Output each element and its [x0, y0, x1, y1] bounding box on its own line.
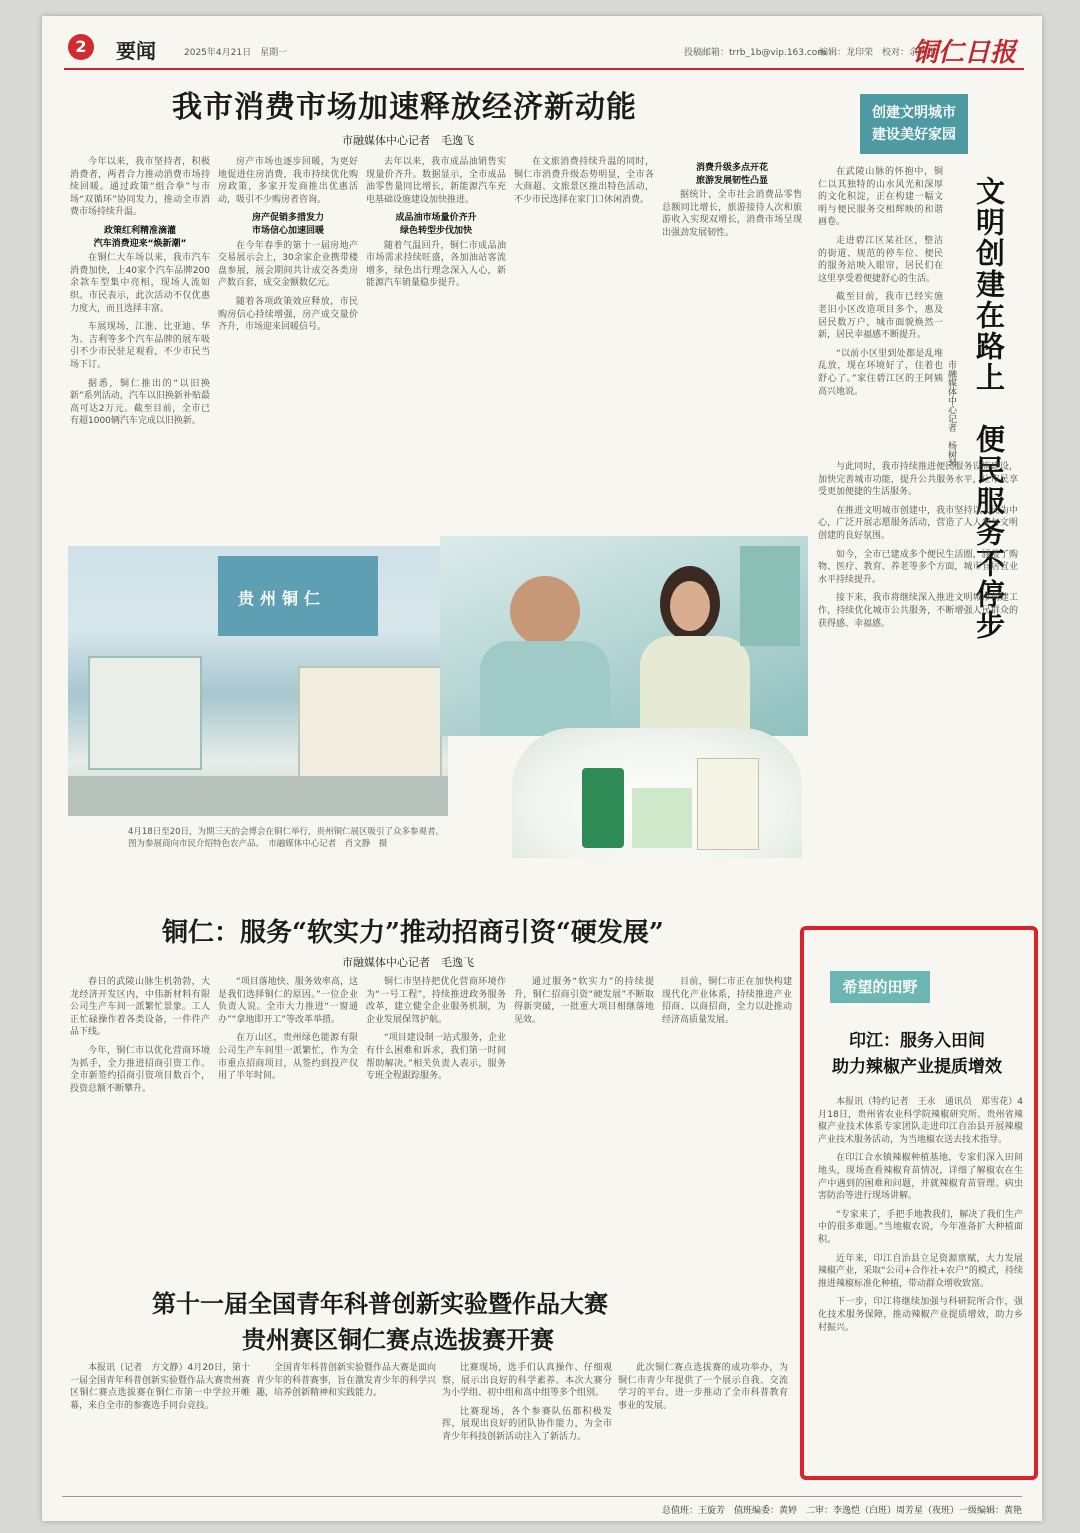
sidebar-head: 创建文明城市 建设美好家园 [860, 94, 968, 154]
tea-products-photo [512, 728, 802, 858]
feature-title [812, 1028, 1022, 1080]
vendor-conversation-photo [440, 536, 808, 736]
article1-col5: 消费升级多点开花 旅游发展韧性凸显 据统计，全市社会消费品零售总额同比增长，旅游接待人次和旅游收入实现双增长，消费市场呈现出强劲发展韧性。 [662, 163, 802, 238]
article3-col1: 本报讯（记者 方文静）4月20日，第十一届全国青年科普创新实验暨作品大赛贵州赛区铜仁赛点选拔赛在铜仁市第一中学拉开帷幕，来自全市的参赛选手同台竞技。 [70, 1363, 250, 1411]
article2-col2: “项目落地快、服务效率高，这是我们选择铜仁的原因。”一位企业负责人说。全市大力推进“一窗通办”“拿地即开工”等改革举措。 在万山区，贵州绿色能源有限公司生产车间里一派繁忙，作为全市重点招商项目，从签约到投产仅用了半年时间。 [218, 977, 358, 1082]
article2-col3: 铜仁市坚持把优化营商环境作为“一号工程”，持续推进政务服务改革，建立健全企业服务机制，为企业发展保驾护航。 “项目建设制一站式服务，企业有什么困难和诉求，我们第一时间帮助解决。”相关负责人表示，服务专班全程跟踪服务。 [366, 977, 506, 1082]
gift-box [697, 758, 759, 850]
section-name: 要闻 [116, 39, 156, 63]
article2-col5: 目前，铜仁市正在加快构建现代化产业体系，持续推进产业招商、以商招商，全力以赴推动经济高质量发展。 [662, 977, 792, 1025]
sidebar-vertical-title: 文明创建在路上 便民服务不停步 [972, 176, 1006, 641]
paper-logo: 铜仁日报 [911, 38, 1016, 68]
booth-counter-right [298, 666, 442, 790]
booth-counter-left [88, 656, 202, 770]
feature-title-line2: 助力辣椒产业提质增效 [832, 1057, 1002, 1077]
article3-col2: 全国青年科普创新实验暨作品大赛是面向青少年的科普赛事，旨在激发青少年的科学兴趣，培养创新精神和实践能力。 [256, 1363, 436, 1399]
sidebar-byline: 市融媒体中心记者 杨树琴 [946, 360, 956, 468]
tea-cup [582, 768, 624, 848]
product-shelf [740, 546, 800, 646]
sidebar-col-bottom: 与此同时，我市持续推进便民服务设施建设，加快完善城市功能，提升公共服务水平，让市民享受更加便捷的生活服务。 在推进文明城市创建中，我市坚持以人民为中心，广泛开展志愿服务活动，营造了人人参与文明创建的良好氛围。 如今，全市已建成多个便民生活圈，涵盖了购物、医疗、教育、养老等多个方面，城市宜居宜业水平持续提升。 接下来，我市将继续深入推进文明城市创建工作，持续优化城市公共服务，不断增强人民群众的获得感、幸福感。 [818, 462, 1018, 629]
article1-title: 我市消费市场加速释放经济新动能 [172, 90, 637, 125]
tea-box [632, 788, 692, 848]
feature-body: 本报讯（特约记者 王永 通讯员 郑雪花）4月18日，贵州省农业科学院辣椒研究所、贵州省辣椒产业技术体系专家团队走进印江自治县开展辣椒产业技术服务活动，为当地椒农送去技术指导。 在印江合水镇辣椒种植基地，专家们深入田间地头，现场查看辣椒育苗情况，详细了解椒农在生产中遇到的困难和问题，并就辣椒育苗管理、病虫害防治等进行现场讲解。 “专家来了，手把手地教我们，解决了我们生产中的很多难题。”当地椒农说，今年准备扩大种植面积。 近年来，印江自治县立足资源禀赋，大力发展辣椒产业，采取“公司+合作社+农户”的模式，持续推进辣椒标准化种植，带动群众增收致富。 下一步，印江将继续加强与科研院所合作，强化技术服务保障，推动辣椒产业提质增效，助力乡村振兴。 [818, 1097, 1023, 1333]
photo-caption: 4月18日至20日，为期三天的会博会在铜仁举行，贵州铜仁展区吸引了众多参观者。图为参展商向市民介绍特色农产品。 市融媒体中心记者 肖文静 摄 [128, 827, 445, 849]
article3-col4: 此次铜仁赛点选拔赛的成功举办，为铜仁市青少年提供了一个展示自我、交流学习的平台，进一步推动了全市科普教育事业的发展。 [618, 1363, 788, 1411]
page-footer: 总值班：王旋芳 值班编委：黄婷 二审：李逸恺（白班）周芳星（夜班）一级编辑：黄艳 [62, 1496, 1022, 1516]
article2-col1: 春日的武陵山脉生机勃勃，大龙经济开发区内，中伟新材料有限公司生产车间一派繁忙景象。工人正忙碌操作着各类设备，一件件产品下线。 今年，铜仁市以优化营商环境为抓手，全力推进招商引资工作。全市新签约招商引资项目数百个，投资总额不断攀升。 [70, 977, 210, 1094]
article3-title-line1: 第十一届全国青年科普创新实验暨作品大赛 [152, 1289, 608, 1318]
editor-credits: 编辑：龙印荣 校对：余晓彤 [819, 48, 937, 58]
page-header [64, 30, 1024, 70]
woman-face [670, 581, 710, 631]
page-number: 2 [68, 34, 94, 60]
woman-dress [640, 636, 750, 736]
article1-col4: 在文旅消费持续升温的同时，铜仁市消费升级态势明显，全市各大商超、文旅景区推出特色活动，不少市民选择在家门口休闲消费。 [514, 157, 654, 205]
sidebar-col-top: 在武陵山脉的怀抱中，铜仁以其独特的山水风光和深厚的文化积淀，正在构建一幅文明与便民服务交相辉映的和谐画卷。 走进碧江区某社区，整洁的街道、规范的停车位、便民的服务站映入眼帘，居民们在这里享受着便捷舒心的生活。 截至目前，我市已经实施老旧小区改造项目多个，惠及居民数万户，城市面貌焕然一新，居民幸福感不断提升。 “以前小区里到处都是乱堆乱放，现在环境好了，住着也舒心了。”家住碧江区的王阿姨高兴地说。 [818, 167, 943, 397]
article1-col3: 去年以来，我市成品油销售实现量价齐升。数据显示，全市成品油零售量同比增长，新能源汽车充电基础设施建设加快推进。 成品油市场量价齐升 绿色转型步伐加快 随着气温回升，铜仁市成品油市场需求持续旺盛，各加油站客流增多，绿色出行理念深入人心，新能源汽车销量稳步提升。 [366, 157, 506, 289]
feature-title-line1: 印江：服务入田间 [849, 1031, 985, 1051]
issue-date: 2025年4月21日 星期一 [184, 48, 288, 58]
article1-col2: 房产市场也逐步回暖，为更好地促进住房消费，我市持续优化购房政策，多家开发商推出优惠活动，吸引不少购房者咨询。 房产促销多措发力 市场信心加速回暖 在今年春季的第十一届房地产交易展示会上，30余家企业携带楼盘参展，展会期间共计成交各类房产数百套，成交金额数亿元。 随着各项政策效应释放，市民购房信心持续增强，房产成交量价齐升，市场迎来回暖信号。 [218, 157, 358, 333]
article2-col4: 通过服务“软实力”的持续提升，铜仁招商引资“硬发展”不断取得新突破，一批重大项目相继落地见效。 [514, 977, 654, 1025]
article2-title: 铜仁：服务“软实力”推动招商引资“硬发展” [162, 918, 664, 948]
booth-sign: 贵州铜仁 [238, 589, 327, 608]
contact-email: 投稿邮箱：trrb_1b@vip.163.com [684, 48, 827, 58]
feature-tag: 希望的田野 [830, 971, 930, 1003]
man-head [510, 576, 580, 646]
expo-booth-photo [68, 546, 448, 816]
article1-byline: 市融媒体中心记者 毛逸飞 [342, 134, 474, 147]
newspaper-page [42, 16, 1042, 1521]
man-shirt [480, 641, 610, 736]
article3-col3: 比赛现场，选手们认真操作、仔细观察，展示出良好的科学素养。本次大赛分为小学组、初中组和高中组等多个组别。 比赛现场，各个参赛队伍都积极发挥，展现出良好的团队协作能力，为全市青少年科技创新活动注入了新活力。 [442, 1363, 612, 1442]
floor [68, 776, 448, 816]
article1-col1: 今年以来，我市坚持者，积极消费者，两者合力推动消费市场持续回暖。通过政策“组合拳”与市场“双循环”协同发力，推动全市消费市场持续升温。 政策红利精准滴灌 汽车消费迎来“焕新潮” 在铜仁大车场以来，我市汽车消费加快，上40家个汽车品牌200余款车型集中亮相，现场人流如织。市民表示，此次活动不仅优惠力度大，而且选择丰富。 车展现场，江淮、比亚迪、华为、吉利等多个汽车品牌的展车吸引不少市民驻足观看，不少市民当场下订。 据悉，铜仁推出的“以旧换新”系列活动，汽车以旧换新补贴最高可达2万元。截至目前，全市已有超1000辆汽车完成以旧换新。 [70, 157, 210, 427]
article3-title-line2: 贵州赛区铜仁赛点选拔赛开赛 [242, 1325, 554, 1354]
article2-byline: 市融媒体中心记者 毛逸飞 [342, 956, 474, 969]
